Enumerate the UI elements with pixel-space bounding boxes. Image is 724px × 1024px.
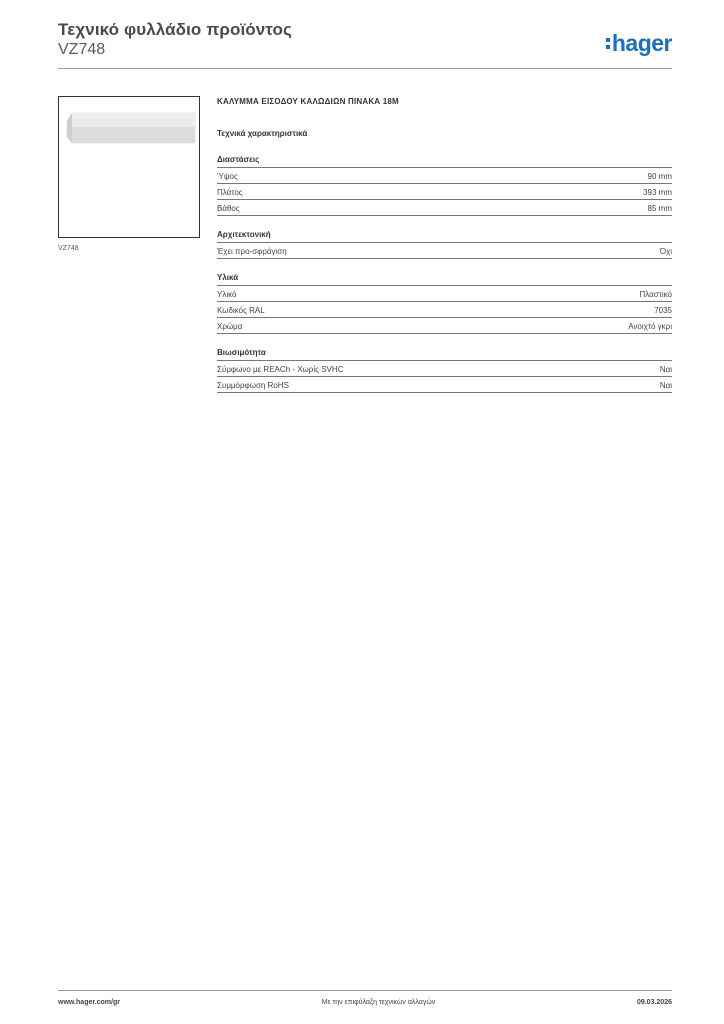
spec-value: 7035: [654, 306, 672, 315]
document-date: 09.03.2026: [636, 999, 672, 1006]
group-title: Υλικά: [217, 273, 672, 286]
spec-value: Ανοιχτό γκρι: [628, 322, 672, 331]
spec-label: Κωδικός RAL: [217, 306, 265, 315]
group-title: Βιωσιμότητα: [217, 348, 672, 361]
product-name: ΚΑΛΥΜΜΑ ΕΙΣΟΔΟΥ ΚΑΛΩΔΙΩΝ ΠΙΝΑΚΑ 18Μ: [217, 97, 399, 106]
spec-label: Ύψος: [217, 172, 238, 181]
footer-divider: [58, 990, 672, 991]
spec-label: Πλάτος: [217, 188, 243, 197]
spec-label: Χρώμα: [217, 322, 243, 331]
logo-text: hager: [611, 30, 672, 56]
header-divider: [58, 68, 672, 69]
page-header: [58, 20, 672, 60]
spec-value: Πλαστικό: [639, 290, 672, 299]
page-footer: [58, 999, 672, 1006]
spec-row: [217, 184, 672, 200]
image-caption: VZ748: [58, 245, 79, 252]
spec-row: [217, 361, 672, 377]
spec-row: [217, 377, 672, 393]
spec-value: Ναι: [659, 381, 672, 390]
spec-label: Έχει προ-σφράγιση: [217, 247, 287, 256]
cable-entry-cover-image: [59, 97, 199, 237]
spec-value: Ναι: [659, 365, 672, 374]
logo-dots-icon: [606, 38, 610, 49]
hager-logo: [606, 30, 672, 57]
spec-value: 85 mm: [647, 204, 672, 213]
spec-row: [217, 243, 672, 259]
group-title: Διαστάσεις: [217, 155, 672, 168]
specifications: [217, 97, 672, 393]
product-code: VZ748: [58, 41, 106, 58]
group-sustainability: [217, 348, 672, 393]
spec-row: [217, 200, 672, 216]
spec-row: [217, 318, 672, 334]
spec-row: [217, 286, 672, 302]
group-architecture: [217, 230, 672, 259]
group-dimensions: [217, 155, 672, 216]
spec-label: Συμμόρφωση RoHS: [217, 381, 289, 390]
group-title: Αρχιτεκτονική: [217, 230, 672, 243]
spec-row: [217, 168, 672, 184]
product-image: [58, 96, 200, 238]
document-title: Τεχνικό φυλλάδιο προϊόντος: [58, 20, 292, 39]
group-materials: [217, 273, 672, 334]
spec-value: 393 mm: [643, 188, 672, 197]
spec-row: [217, 302, 672, 318]
spec-label: Βάθος: [217, 204, 240, 213]
spec-value: Όχι: [659, 247, 672, 256]
section-title: Τεχνικά χαρακτηριστικά: [217, 129, 308, 138]
disclaimer: Με την επιφύλαξη τεχνικών αλλαγών: [321, 999, 436, 1006]
spec-value: 90 mm: [647, 172, 672, 181]
spec-label: Σύμφωνο με REACh - Χωρίς SVHC: [217, 365, 344, 374]
website-link[interactable]: www.hager.com/gr: [58, 999, 120, 1006]
spec-label: Υλικό: [217, 290, 237, 299]
